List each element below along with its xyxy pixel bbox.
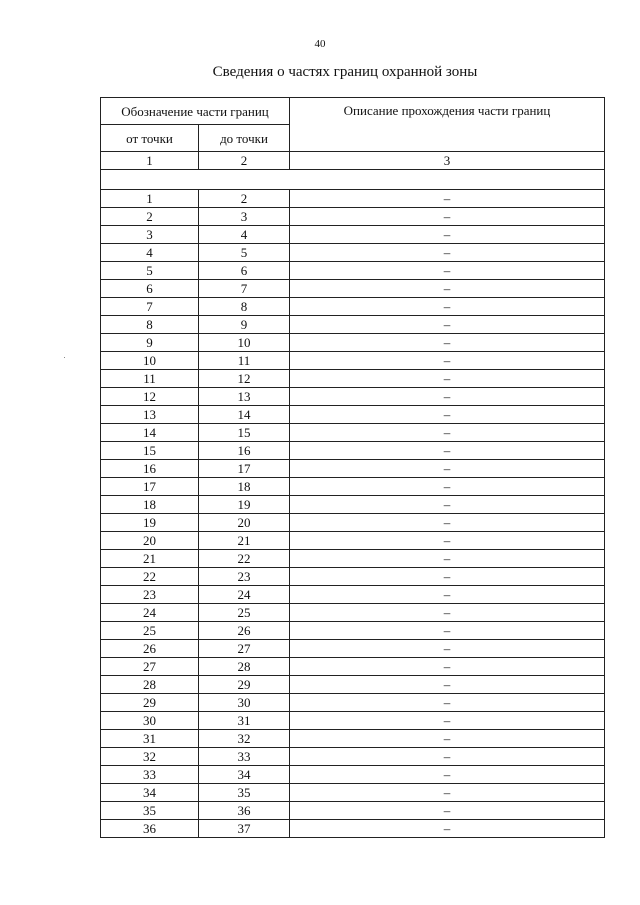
from-point-cell: 1 [101, 190, 199, 208]
to-point-cell: 13 [199, 388, 290, 406]
table-row [101, 406, 605, 424]
to-point-cell: 18 [199, 478, 290, 496]
from-point-cell: 35 [101, 802, 199, 820]
column-number: 2 [199, 152, 290, 170]
description-cell: – [290, 514, 605, 532]
table-row [101, 514, 605, 532]
table-row [101, 460, 605, 478]
description-cell: – [290, 478, 605, 496]
to-point-cell: 21 [199, 532, 290, 550]
from-point-cell: 34 [101, 784, 199, 802]
to-point-cell: 30 [199, 694, 290, 712]
description-cell: – [290, 496, 605, 514]
to-point-cell: 25 [199, 604, 290, 622]
from-point-cell: 11 [101, 370, 199, 388]
description-cell: – [290, 748, 605, 766]
from-point-cell: 30 [101, 712, 199, 730]
spacer-cell [101, 170, 605, 190]
header-description: Описание прохождения части границ [290, 98, 605, 152]
to-point-cell: 33 [199, 748, 290, 766]
from-point-cell: 23 [101, 586, 199, 604]
from-point-cell: 5 [101, 262, 199, 280]
from-point-cell: 33 [101, 766, 199, 784]
to-point-cell: 22 [199, 550, 290, 568]
table-row [101, 766, 605, 784]
to-point-cell: 10 [199, 334, 290, 352]
description-cell: – [290, 550, 605, 568]
table-row [101, 730, 605, 748]
description-cell: – [290, 640, 605, 658]
from-point-cell: 15 [101, 442, 199, 460]
table-row [101, 280, 605, 298]
description-cell: – [290, 622, 605, 640]
to-point-cell: 17 [199, 460, 290, 478]
from-point-cell: 18 [101, 496, 199, 514]
table-row [101, 532, 605, 550]
description-cell: – [290, 370, 605, 388]
from-point-cell: 26 [101, 640, 199, 658]
from-point-cell: 17 [101, 478, 199, 496]
description-cell: – [290, 334, 605, 352]
table-row [101, 298, 605, 316]
description-cell: – [290, 262, 605, 280]
from-point-cell: 4 [101, 244, 199, 262]
from-point-cell: 6 [101, 280, 199, 298]
description-cell: – [290, 460, 605, 478]
to-point-cell: 15 [199, 424, 290, 442]
from-point-cell: 22 [101, 568, 199, 586]
description-cell: – [290, 784, 605, 802]
from-point-cell: 31 [101, 730, 199, 748]
table-row [101, 244, 605, 262]
table-row [101, 694, 605, 712]
to-point-cell: 12 [199, 370, 290, 388]
description-cell: – [290, 352, 605, 370]
description-cell: – [290, 244, 605, 262]
table-row [101, 388, 605, 406]
from-point-cell: 36 [101, 820, 199, 838]
description-cell: – [290, 820, 605, 838]
to-point-cell: 2 [199, 190, 290, 208]
description-cell: – [290, 730, 605, 748]
from-point-cell: 13 [101, 406, 199, 424]
from-point-cell: 12 [101, 388, 199, 406]
boundary-parts-table [100, 97, 605, 838]
to-point-cell: 8 [199, 298, 290, 316]
to-point-cell: 26 [199, 622, 290, 640]
table-row [101, 496, 605, 514]
description-cell: – [290, 694, 605, 712]
from-point-cell: 27 [101, 658, 199, 676]
table-row [101, 640, 605, 658]
table-row [101, 748, 605, 766]
document-title: Сведения о частях границ охранной зоны [212, 64, 478, 80]
header-designation: Обозначение части границ [101, 98, 290, 125]
to-point-cell: 20 [199, 514, 290, 532]
from-point-cell: 8 [101, 316, 199, 334]
table-row [101, 658, 605, 676]
from-point-cell: 3 [101, 226, 199, 244]
table-row [101, 784, 605, 802]
description-cell: – [290, 658, 605, 676]
description-cell: – [290, 316, 605, 334]
from-point-cell: 16 [101, 460, 199, 478]
from-point-cell: 10 [101, 352, 199, 370]
description-cell: – [290, 586, 605, 604]
to-point-cell: 32 [199, 730, 290, 748]
to-point-cell: 29 [199, 676, 290, 694]
to-point-cell: 27 [199, 640, 290, 658]
to-point-cell: 24 [199, 586, 290, 604]
to-point-cell: 6 [199, 262, 290, 280]
to-point-cell: 31 [199, 712, 290, 730]
to-point-cell: 9 [199, 316, 290, 334]
to-point-cell: 28 [199, 658, 290, 676]
header-from-point: от точки [101, 125, 199, 152]
table-row [101, 586, 605, 604]
description-cell: – [290, 766, 605, 784]
table-row [101, 622, 605, 640]
from-point-cell: 32 [101, 748, 199, 766]
table-row [101, 352, 605, 370]
description-cell: – [290, 298, 605, 316]
to-point-cell: 3 [199, 208, 290, 226]
from-point-cell: 7 [101, 298, 199, 316]
to-point-cell: 23 [199, 568, 290, 586]
margin-speck [64, 357, 65, 358]
from-point-cell: 25 [101, 622, 199, 640]
table-row [101, 712, 605, 730]
table-header-row [101, 98, 605, 125]
table-row [101, 478, 605, 496]
description-cell: – [290, 280, 605, 298]
column-number-row [101, 152, 605, 170]
table-row [101, 334, 605, 352]
description-cell: – [290, 442, 605, 460]
table-row [101, 424, 605, 442]
from-point-cell: 14 [101, 424, 199, 442]
description-cell: – [290, 190, 605, 208]
description-cell: – [290, 532, 605, 550]
description-cell: – [290, 802, 605, 820]
description-cell: – [290, 712, 605, 730]
table-row [101, 550, 605, 568]
from-point-cell: 20 [101, 532, 199, 550]
to-point-cell: 14 [199, 406, 290, 424]
description-cell: – [290, 604, 605, 622]
from-point-cell: 29 [101, 694, 199, 712]
to-point-cell: 5 [199, 244, 290, 262]
table-row [101, 442, 605, 460]
to-point-cell: 34 [199, 766, 290, 784]
to-point-cell: 19 [199, 496, 290, 514]
spacer-row [101, 170, 605, 190]
table-row [101, 802, 605, 820]
table-row [101, 568, 605, 586]
description-cell: – [290, 424, 605, 442]
description-cell: – [290, 226, 605, 244]
table-row [101, 262, 605, 280]
description-cell: – [290, 388, 605, 406]
table-row [101, 604, 605, 622]
to-point-cell: 35 [199, 784, 290, 802]
header-to-point: до точки [199, 125, 290, 152]
to-point-cell: 36 [199, 802, 290, 820]
description-cell: – [290, 568, 605, 586]
to-point-cell: 11 [199, 352, 290, 370]
to-point-cell: 37 [199, 820, 290, 838]
from-point-cell: 9 [101, 334, 199, 352]
from-point-cell: 2 [101, 208, 199, 226]
from-point-cell: 24 [101, 604, 199, 622]
from-point-cell: 28 [101, 676, 199, 694]
description-cell: – [290, 406, 605, 424]
to-point-cell: 4 [199, 226, 290, 244]
page-number: 40 [314, 38, 326, 50]
column-number: 1 [101, 152, 199, 170]
table-row [101, 820, 605, 838]
table-row [101, 226, 605, 244]
table-row [101, 316, 605, 334]
table-row [101, 208, 605, 226]
table-row [101, 676, 605, 694]
to-point-cell: 7 [199, 280, 290, 298]
from-point-cell: 19 [101, 514, 199, 532]
description-cell: – [290, 676, 605, 694]
from-point-cell: 21 [101, 550, 199, 568]
to-point-cell: 16 [199, 442, 290, 460]
description-cell: – [290, 208, 605, 226]
table-row [101, 190, 605, 208]
table-row [101, 370, 605, 388]
column-number: 3 [290, 152, 605, 170]
